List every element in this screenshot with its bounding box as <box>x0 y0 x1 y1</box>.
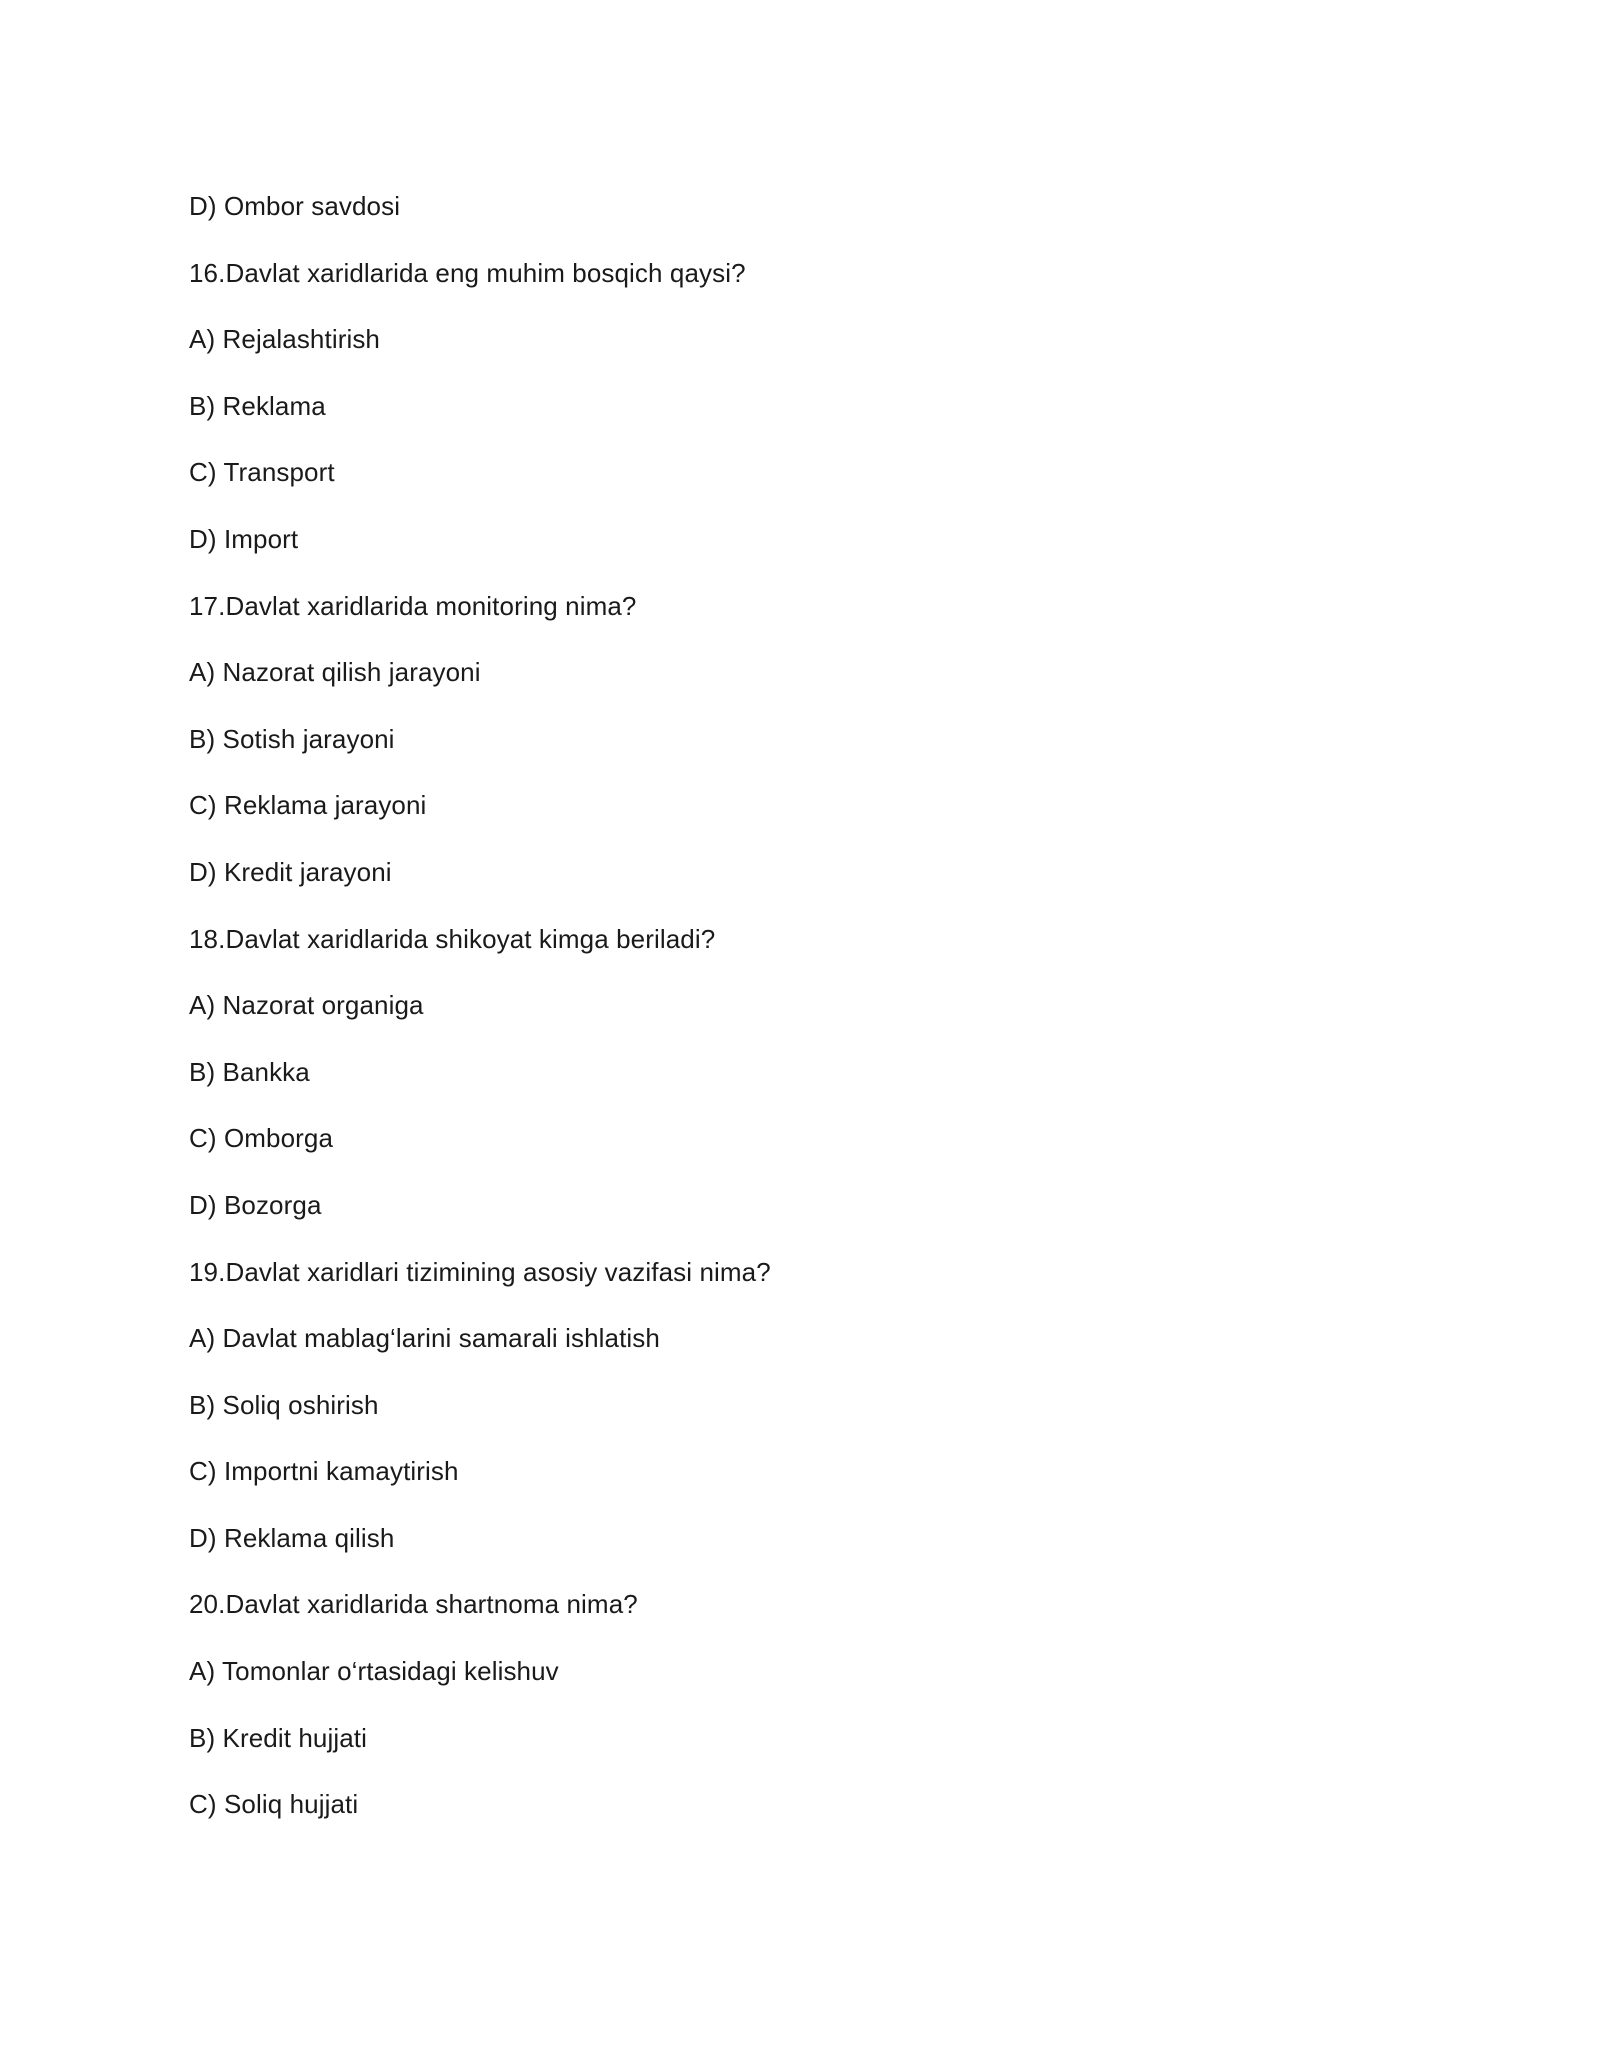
answer-option: B) Bankka <box>189 1056 310 1087</box>
answer-option: B) Reklama <box>189 390 326 421</box>
answer-option: B) Sotish jarayoni <box>189 723 395 754</box>
answer-option: C) Soliq hujjati <box>189 1789 359 1820</box>
document-body <box>189 186 1409 1851</box>
answer-option: A) Tomonlar o‘rtasidagi kelishuv <box>189 1656 559 1687</box>
answer-option: C) Importni kamaytirish <box>189 1456 459 1487</box>
answer-option: D) Kredit jarayoni <box>189 856 392 887</box>
answer-option: C) Omborga <box>189 1123 334 1154</box>
answer-option: C) Reklama jarayoni <box>189 790 427 821</box>
answer-option: A) Davlat mablag‘larini samarali ishlatish <box>189 1323 660 1354</box>
answer-option: A) Nazorat organiga <box>189 990 424 1021</box>
question-20: 20.Davlat xaridlarida shartnoma nima? <box>189 1589 638 1620</box>
answer-option: D) Import <box>189 523 299 554</box>
question-19: 19.Davlat xaridlari tizimining asosiy vazifasi nima? <box>189 1256 771 1287</box>
question-16: 16.Davlat xaridlarida eng muhim bosqich qaysi? <box>189 257 746 288</box>
answer-option: D) Ombor savdosi <box>189 191 401 221</box>
answer-option: B) Kredit hujjati <box>189 1722 367 1753</box>
answer-option: B) Soliq oshirish <box>189 1389 379 1420</box>
answer-option: C) Transport <box>189 457 335 488</box>
answer-option: D) Reklama qilish <box>189 1522 395 1553</box>
answer-option: A) Rejalashtirish <box>189 324 380 355</box>
question-17: 17.Davlat xaridlarida monitoring nima? <box>189 590 637 621</box>
answer-option: A) Nazorat qilish jarayoni <box>189 657 481 688</box>
answer-option: D) Bozorga <box>189 1189 322 1220</box>
question-18: 18.Davlat xaridlarida shikoyat kimga beriladi? <box>189 923 716 954</box>
